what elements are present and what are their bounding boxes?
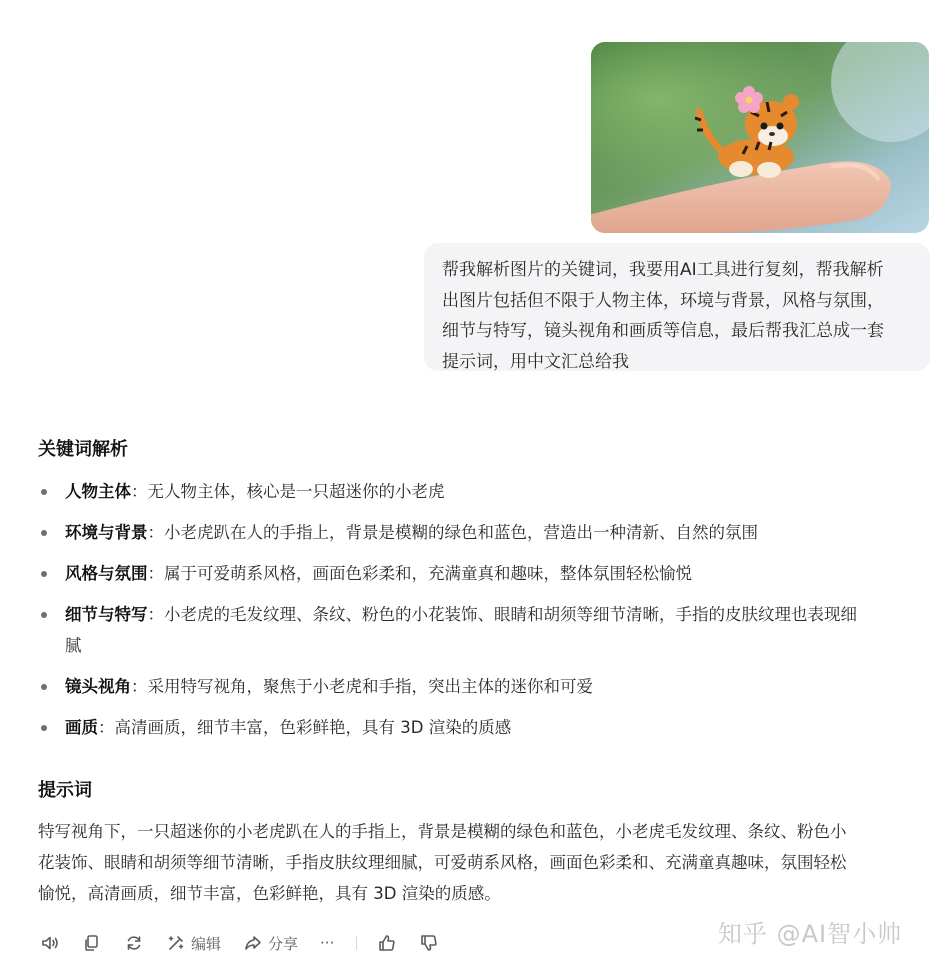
list-item bbox=[38, 671, 933, 702]
more-dots-icon: ··· bbox=[320, 934, 335, 952]
keyword-term: 人物主体 bbox=[65, 482, 131, 501]
action-divider bbox=[356, 936, 357, 950]
message-action-bar bbox=[40, 931, 461, 955]
copy-icon bbox=[82, 933, 102, 953]
prompt-heading: 提示词 bbox=[38, 780, 92, 801]
list-item bbox=[38, 558, 933, 589]
prompt-line: 特写视角下，一只超迷你的小老虎趴在人的手指上，背景是模糊的绿色和蓝色，小老虎毛发纹理、条纹、粉色小 bbox=[38, 822, 847, 841]
more-button[interactable] bbox=[320, 931, 334, 955]
keyword-desc: ：采用特写视角，聚焦于小老虎和手指，突出主体的迷你和可爱 bbox=[131, 677, 593, 696]
keyword-desc: ：无人物主体，核心是一只超迷你的小老虎 bbox=[131, 482, 445, 501]
user-message-bubble bbox=[424, 243, 930, 371]
watermark: 知乎 @AI智小帅 bbox=[718, 920, 903, 948]
bullet-dot bbox=[41, 530, 47, 536]
share-label: 分享 bbox=[268, 934, 299, 953]
keyword-term: 画质 bbox=[65, 718, 98, 737]
keywords-heading: 关键词解析 bbox=[38, 439, 128, 460]
like-button[interactable] bbox=[377, 931, 397, 955]
bullet-dot bbox=[41, 612, 47, 618]
share-button[interactable] bbox=[243, 931, 298, 955]
speaker-icon bbox=[40, 933, 60, 953]
user-message-line: 帮我解析图片的关键词，我要用AI工具进行复刻，帮我解析 bbox=[442, 260, 884, 280]
keyword-desc: ：小老虎的毛发纹理、条纹、粉色的小花装饰、眼睛和胡须等细节清晰，手指的皮肤纹理也表现细 bbox=[147, 605, 857, 624]
bullet-dot bbox=[41, 489, 47, 495]
list-item bbox=[38, 517, 933, 548]
prompt-paragraph bbox=[38, 816, 928, 909]
wand-edit-icon bbox=[166, 933, 186, 953]
list-item bbox=[38, 599, 933, 661]
list-item bbox=[38, 476, 933, 507]
thumbs-down-icon bbox=[419, 933, 439, 953]
copy-button[interactable] bbox=[82, 931, 102, 955]
keyword-desc: ：属于可爱萌系风格，画面色彩柔和，充满童真和趣味，整体氛围轻松愉悦 bbox=[147, 564, 692, 583]
keyword-term: 镜头视角 bbox=[65, 677, 131, 696]
keyword-term: 环境与背景 bbox=[65, 523, 148, 542]
share-icon bbox=[243, 933, 263, 953]
dislike-button[interactable] bbox=[419, 931, 439, 955]
user-message-line: 细节与特写，镜头视角和画质等信息，最后帮我汇总成一套 bbox=[442, 321, 884, 341]
keyword-desc: ：高清画质，细节丰富，色彩鲜艳，具有 3D 渲染的质感 bbox=[98, 718, 512, 737]
prompt-line: 花装饰、眼睛和胡须等细节清晰，手指皮肤纹理细腻，可爱萌系风格，画面色彩柔和、充满童真趣味，氛围轻松 bbox=[38, 853, 847, 872]
regenerate-button[interactable] bbox=[124, 931, 144, 955]
keyword-term: 细节与特写 bbox=[65, 605, 148, 624]
edit-label: 编辑 bbox=[191, 934, 222, 953]
keyword-desc-continued: 腻 bbox=[65, 636, 82, 655]
bullet-dot bbox=[41, 725, 47, 731]
user-message-line: 提示词，用中文汇总给我 bbox=[442, 351, 629, 372]
user-message-line: 出图片包括但不限于人物主体，环境与背景，风格与氛围， bbox=[442, 290, 884, 311]
keywords-list bbox=[38, 476, 933, 753]
edit-button[interactable] bbox=[166, 931, 221, 955]
keyword-desc: ：小老虎趴在人的手指上，背景是模糊的绿色和蓝色，营造出一种清新、自然的氛围 bbox=[147, 523, 758, 542]
thumbs-up-icon bbox=[377, 933, 397, 953]
refresh-icon bbox=[124, 933, 144, 953]
user-uploaded-image[interactable] bbox=[591, 42, 929, 233]
keyword-term: 风格与氛围 bbox=[65, 564, 148, 583]
list-item bbox=[38, 712, 933, 743]
read-aloud-button[interactable] bbox=[40, 931, 60, 955]
bullet-dot bbox=[41, 571, 47, 577]
bullet-dot bbox=[41, 684, 47, 690]
prompt-line: 愉悦，高清画质，细节丰富，色彩鲜艳，具有 3D 渲染的质感。 bbox=[38, 884, 501, 903]
